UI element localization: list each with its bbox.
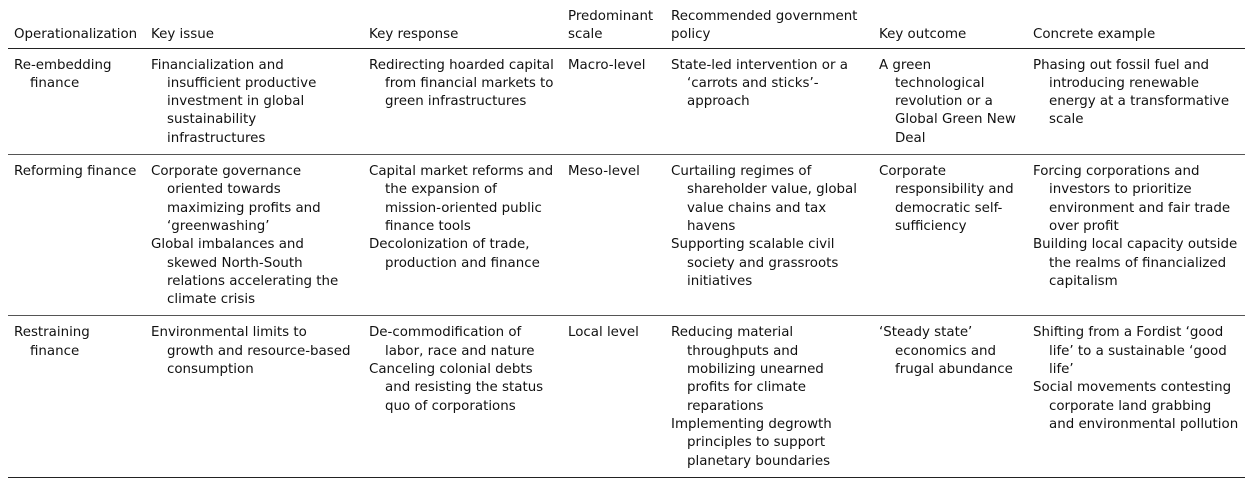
cell-entry: Re-embedding finance [14,57,112,91]
cell-entry: Local level [568,325,639,341]
cell-entry: Restraining finance [14,325,90,359]
cell-key-outcome [873,316,1027,477]
cell-entry: Supporting scalable civil society and grassroots initiatives [671,237,839,289]
cell-key-response [363,48,562,154]
cell-operationalization [8,316,145,477]
cell-operationalization [8,155,145,316]
header-operationalization: Operationalization [14,27,138,43]
cell-concrete-example [1027,316,1245,477]
cell-entry: Macro-level [568,57,646,73]
cell-entry: Global imbalances and skewed North-South relations accelerating the climate crisis [151,237,339,308]
header-predominant-scale: Predominant scale [568,9,654,43]
cell-operationalization [8,48,145,154]
cell-predominant-scale [562,48,665,154]
cell-entry: Phasing out fossil fuel and introducing renewable energy at a transformative scale [1033,57,1230,128]
cell-entry: Forcing corporations and investors to prioritize environment and fair trade over profit [1033,164,1231,234]
header-key-response: Key response [369,27,459,43]
cell-concrete-example [1027,155,1245,316]
cell-entry: Social movements contesting corporate land grabbing and environmental pollution [1033,380,1239,432]
cell-entry: A green technological revolution or a Global Green New Deal [879,57,1016,146]
cell-entry: De-commodification of labor, race and nature [369,325,535,359]
header-concrete-example: Concrete example [1033,27,1156,43]
header-key-issue: Key issue [151,27,214,43]
cell-key-outcome [873,48,1027,154]
cell-key-issue [145,155,363,316]
cell-key-issue [145,316,363,477]
header-key-outcome: Key outcome [879,27,967,43]
cell-predominant-scale [562,316,665,477]
cell-entry: Environmental limits to growth and resource-based consumption [151,325,351,378]
cell-key-issue [145,48,363,154]
cell-entry: Meso-level [568,164,640,180]
cell-entry: Shifting from a Fordist ‘good life’ to a sustainable ‘good life’ [1033,325,1227,378]
cell-entry: Corporate governance oriented towards maximizing profits and ‘greenwashing’ [151,164,321,234]
table-row [8,155,1245,316]
cell-entry: Reducing material throughputs and mobilizing unearned profits for climate reparations [671,325,824,414]
cell-concrete-example [1027,48,1245,154]
cell-key-outcome [873,155,1027,316]
cell-entry: State-led intervention or a ‘carrots and sticks’-approach [671,57,848,110]
header-recommended-policy: Recommended government policy [671,9,858,43]
cell-recommended-policy [665,316,873,477]
cell-entry: Redirecting hoarded capital from financial markets to green infrastructures [369,57,554,110]
cell-entry: Decolonization of trade, production and finance [369,237,540,271]
cell-predominant-scale [562,155,665,316]
cell-entry: Building local capacity outside the realms of financialized capitalism [1033,237,1238,289]
header-row [8,6,1245,48]
table-body [8,48,1245,477]
cell-entry: Curtailing regimes of shareholder value, global value chains and tax havens [671,164,857,234]
table-header [8,6,1245,48]
finance-operationalization-table [8,6,1245,478]
table-row [8,316,1245,477]
cell-key-response [363,316,562,477]
cell-entry: Corporate responsibility and democratic self-sufficiency [879,164,1014,234]
cell-entry: Implementing degrowth principles to support planetary boundaries [671,416,832,469]
cell-recommended-policy [665,155,873,316]
cell-entry: Financialization and insufficient productive investment in global sustainability infrastructures [151,57,317,146]
table-row [8,48,1245,154]
cell-entry: Reforming finance [14,164,137,180]
cell-entry: Canceling colonial debts and resisting the status quo of corporations [369,362,544,414]
cell-entry: ‘Steady state’ economics and frugal abundance [879,325,1013,378]
cell-recommended-policy [665,48,873,154]
cell-key-response [363,155,562,316]
cell-entry: Capital market reforms and the expansion of mission-oriented public finance tools [369,164,554,234]
